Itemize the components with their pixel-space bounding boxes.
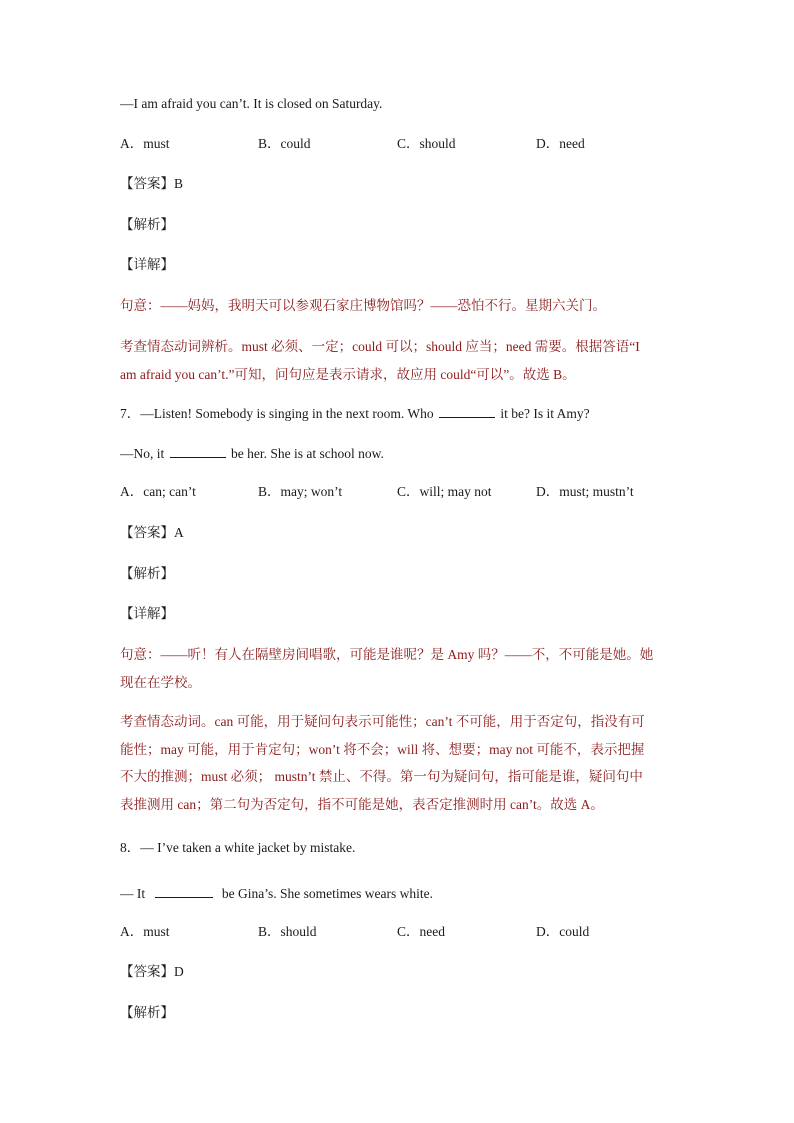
q7-meaning-line-1: 句意：——听！有人在隔壁房间唱歌，可能是谁呢？是 Amy 吗？——不，不可能是她。她 [120,647,654,662]
q7-question-suffix: it be? Is it Amy? [500,406,590,421]
q6-answer: 【答案】B [120,176,184,191]
q7-reply [120,445,384,463]
q8-reply [120,885,433,903]
q6-reply: —I am afraid you can’t. It is closed on Saturday. [120,96,383,111]
q7-explain-line-1: 考查情态动词。can 可能，用于疑问句表示可能性；can’t 不可能，用于否定句，指没有可 [120,714,645,729]
q7-reply-suffix: be her. She is at school now. [231,446,384,461]
q6-explain-line-2: am afraid you can’t.”可知，问句应是表示请求，故应用 could“可以”。故选 B。 [120,367,576,382]
q8-option-a: A．must [120,924,170,939]
q7-detail-heading: 【详解】 [120,606,174,621]
q6-option-c: C．should [397,136,456,151]
q7-blank-1 [439,405,495,418]
q7-analysis-heading: 【解析】 [120,566,174,581]
q7-explain-line-3: 不大的推测；must 必须； mustn’t 禁止、不得。第一句为疑问句，指可能是谁，疑问句中 [120,769,643,784]
q7-explain-line-2: 能性；may 可能，用于肯定句；won’t 将不会；will 将、想要；may not 可能不，表示把握 [120,742,645,757]
q6-explain-line-1: 考查情态动词辨析。must 必须、一定；could 可以；should 应当；need 需要。根据答语“I [120,339,640,354]
q7-option-a: A．can; can’t [120,484,196,499]
q7-option-b: B．may; won’t [258,484,343,499]
q8-option-d: D．could [536,924,590,939]
q7-question [120,405,590,423]
q6-meaning: 句意：——妈妈，我明天可以参观石家庄博物馆吗？——恐怕不行。星期六关门。 [120,298,606,313]
q6-option-a: A．must [120,136,170,151]
q6-option-d: D．need [536,136,585,151]
q7-reply-prefix: —No, it [120,446,165,461]
q7-explain-line-4: 表推测用 can；第二句为否定句，指不可能是她，表否定推测时用 can’t。故选 A。 [120,797,604,812]
q7-option-d: D．must; mustn’t [536,484,634,499]
q8-option-c: C．need [397,924,445,939]
q7-question-prefix: 7．—Listen! Somebody is singing in the next room. Who [120,406,434,421]
q8-reply-suffix: be Gina’s. She sometimes wears white. [221,886,433,901]
q6-analysis-heading: 【解析】 [120,217,174,232]
q8-question: 8．— I’ve taken a white jacket by mistake. [120,840,356,855]
q8-blank [155,885,213,898]
q8-option-b: B．should [258,924,317,939]
q7-meaning-line-2: 现在在学校。 [120,675,201,690]
q7-blank-2 [170,445,226,458]
q6-detail-heading: 【详解】 [120,257,174,272]
q8-analysis-heading: 【解析】 [120,1005,174,1020]
q7-option-c: C．will; may not [397,484,492,499]
q7-answer: 【答案】A [120,525,184,540]
q8-reply-prefix: — It [120,886,146,901]
q6-option-b: B．could [258,136,311,151]
q8-answer: 【答案】D [120,964,184,979]
